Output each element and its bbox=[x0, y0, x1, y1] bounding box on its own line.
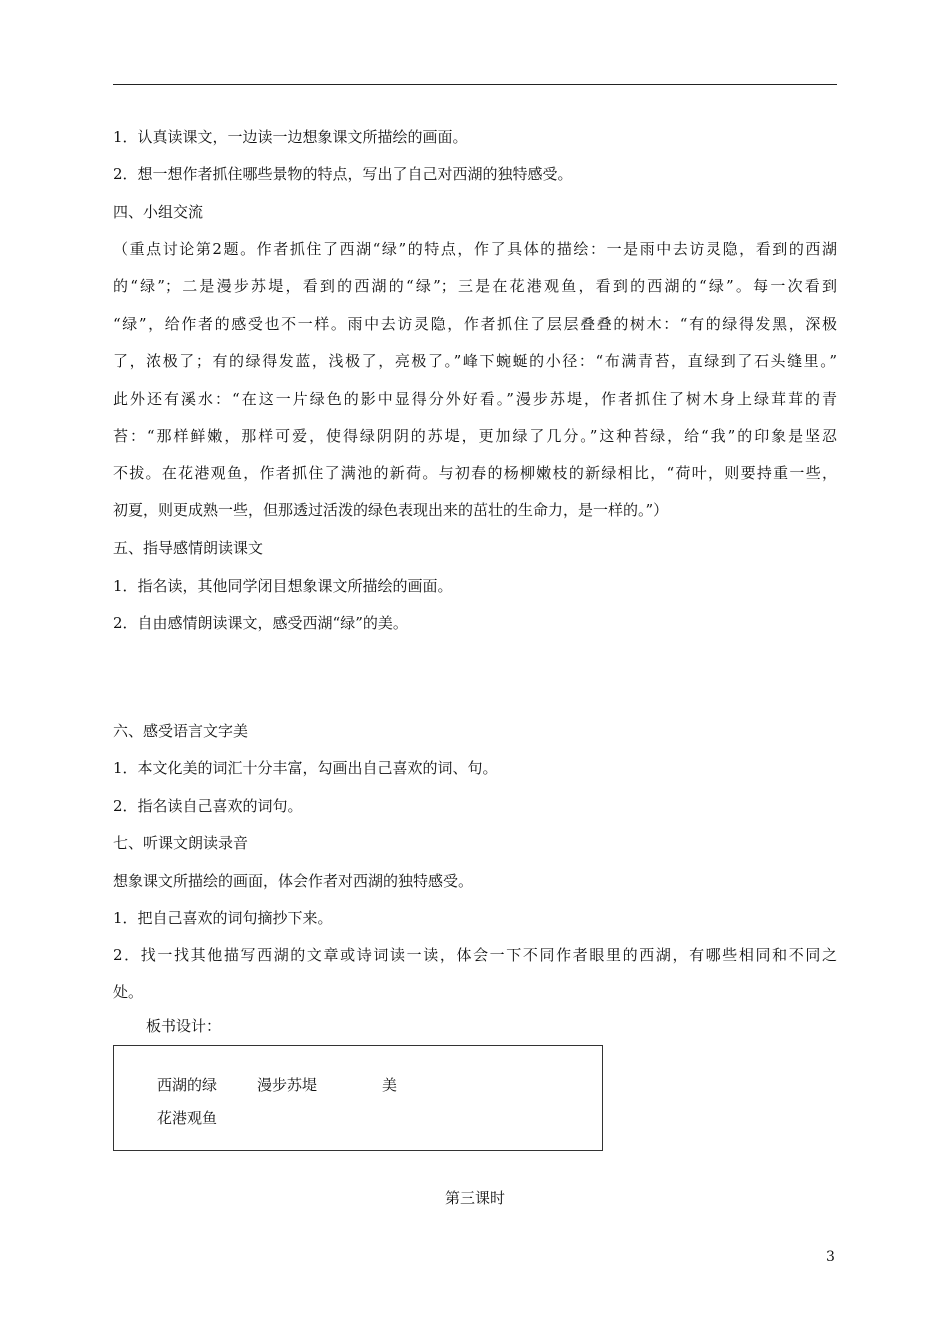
list-item: 1．本文化美的词汇十分丰富，勾画出自己喜欢的词、句。 bbox=[113, 759, 498, 777]
paragraph-line: 此外还有溪水：“在这一片绿色的影中显得分外好看。”漫步苏堤，作者抓住了树木身上绿茸茸的青 bbox=[113, 390, 837, 408]
paragraph-line: “绿”，给作者的感受也不一样。雨中去访灵隐，作者抓住了层层叠叠的树木：“有的绿得发黑，深极 bbox=[113, 315, 837, 333]
section-heading: 六、感受语言文字美 bbox=[113, 722, 249, 740]
board-item: 漫步苏堤 bbox=[257, 1076, 318, 1094]
list-item: 1．认真读课文，一边读一边想象课文所描绘的画面。 bbox=[113, 128, 468, 146]
page-number: 3 bbox=[826, 1249, 835, 1265]
list-item: 2．想一想作者抓住哪些景物的特点，写出了自己对西湖的独特感受。 bbox=[113, 165, 573, 183]
board-item: 西湖的绿 bbox=[157, 1076, 218, 1094]
header-rule bbox=[113, 84, 837, 85]
blackboard-design-box bbox=[113, 1045, 603, 1151]
paragraph-line: 的“绿”；二是漫步苏堤，看到的西湖的“绿”；三是在花港观鱼，看到的西湖的“绿”。每一次看到 bbox=[113, 277, 837, 295]
list-item: 1．指名读，其他同学闭目想象课文所描绘的画面。 bbox=[113, 577, 453, 595]
lesson-title: 第三课时 bbox=[444, 1189, 505, 1207]
paragraph-line: 了，浓极了；有的绿得发蓝，浅极了，亮极了。”峰下蜿蜒的小径：“布满青苔，直绿到了石头缝里。” bbox=[113, 352, 837, 370]
paragraph-line: 想象课文所描绘的画面，体会作者对西湖的独特感受。 bbox=[113, 872, 474, 890]
board-item: 花港观鱼 bbox=[157, 1109, 218, 1127]
section-heading: 七、听课文朗读录音 bbox=[113, 834, 249, 852]
section-heading: 五、指导感情朗读课文 bbox=[113, 539, 264, 557]
paragraph-line: 初夏，则更成熟一些，但那透过活泼的绿色表现出来的茁壮的生命力，是一样的。”） bbox=[113, 501, 669, 519]
list-item: 2．自由感情朗读课文，感受西湖“绿”的美。 bbox=[113, 614, 408, 632]
paragraph-line: 苔：“那样鲜嫩，那样可爱，使得绿阴阴的苏堤，更加绿了几分。”这种苔绿，给“我”的印象是坚忍 bbox=[113, 427, 837, 445]
section-heading: 四、小组交流 bbox=[113, 203, 204, 221]
list-item: 2．指名读自己喜欢的词句。 bbox=[113, 797, 303, 815]
board-item: 美 bbox=[382, 1076, 398, 1094]
list-item: 2．找一找其他描写西湖的文章或诗词读一读，体会一下不同作者眼里的西湖，有哪些相同和不同之 bbox=[113, 946, 837, 964]
paragraph-line: （重点讨论第2题。作者抓住了西湖“绿”的特点，作了具体的描绘：一是雨中去访灵隐，看到的西湖 bbox=[113, 240, 837, 258]
board-heading: 板书设计： bbox=[146, 1017, 222, 1035]
list-item: 1．把自己喜欢的词句摘抄下来。 bbox=[113, 909, 333, 927]
paragraph-line: 不拔。在花港观鱼，作者抓住了满池的新荷。与初春的杨柳嫩枝的新绿相比，“荷叶，则要持重一些， bbox=[113, 464, 837, 482]
paragraph-line: 处。 bbox=[113, 983, 144, 1001]
